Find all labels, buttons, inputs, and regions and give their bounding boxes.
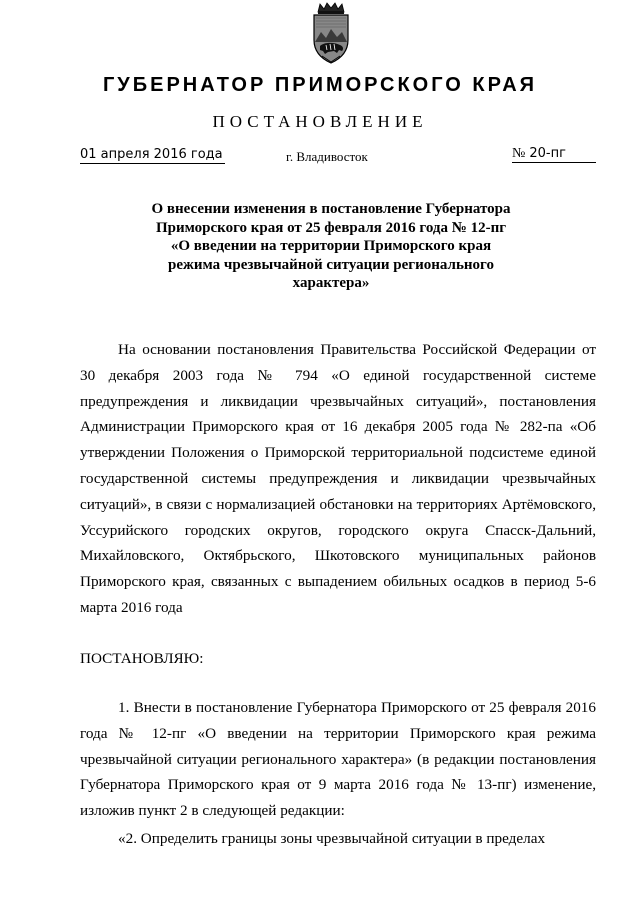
org-title: ГУБЕРНАТОР ПРИМОРСКОГО КРАЯ: [102, 74, 538, 96]
coat-of-arms-emblem: [304, 2, 358, 64]
document-city: г. Владивосток: [286, 149, 368, 164]
decree-word: ПОСТАНОВЛЯЮ:: [80, 650, 204, 667]
number-prefix: №: [512, 146, 526, 161]
clause-1-paragraph: 1. Внести в постановление Губернатора Приморского от 25 февраля 2016 года № 12-пг «О введении на территории Приморского края режима чрезвычайной ситуации регионального характера» (в редакции постановления Губернатора Приморского края от 9 марта 2016 года № 13-пг) изменение, изложив пункт 2 в следующей редакции:: [80, 699, 596, 820]
document-title: О внесении изменения в постановление Губернатора Приморского края от 25 февраля 2016 года № 12-пг «О введении на территории Приморского края режима чрезвычайной ситуации регионального характера»: [151, 201, 511, 291]
preamble-paragraph: На основании постановления Правительства Российской Федерации от 30 декабря 2003 года № 794 «О единой государственной системе предупреждения и ликвидации чрезвычайных ситуаций», постановления Администрации Приморского края от 16 декабря 2005 года № 282-па «Об утверждении Положения о Приморской территориальной подсистеме единой государственной системы предупреждения и ликвидации чрезвычайных ситуаций», в связи с нормализацией обстановки на территориях Артёмовского, Уссурийского городских округов, городского округа Спасск-Дальний, Михайловского, Октябрьского, Шкотовского муниципальных районов Приморского края, связанных с выпадением обильных осадков в период 5-6 марта 2016 года: [80, 341, 596, 616]
number-value: 20-пг: [529, 146, 566, 161]
document-date: 01 апреля 2016 года: [80, 147, 223, 162]
document-type: ПОСТАНОВЛЕНИЕ: [212, 112, 428, 131]
clause-2-paragraph: «2. Определить границы зоны чрезвычайной ситуации в пределах: [118, 830, 546, 847]
document-number: [512, 146, 596, 163]
